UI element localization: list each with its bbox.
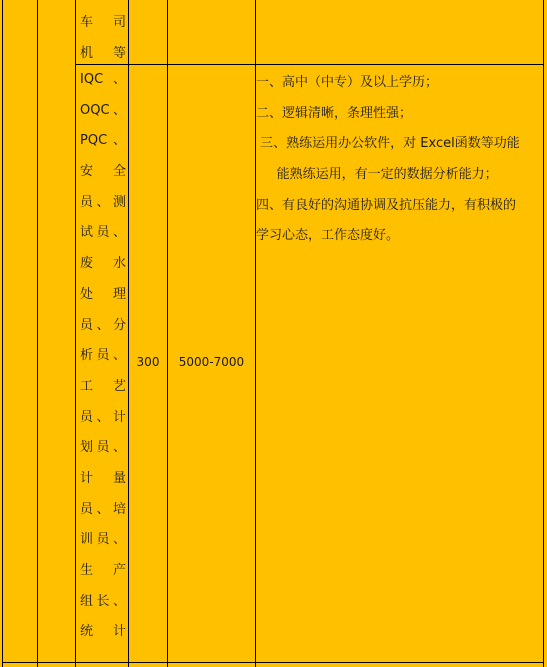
job-title-line: 废 水: [80, 256, 126, 272]
table-border-bottom: [2, 662, 544, 663]
requirement-line: 一、高中（中专）及以上学历；: [256, 75, 439, 90]
job-title-cell: [80, 65, 126, 648]
job-title-line: 划员、: [80, 440, 126, 456]
job-title-line: 处 理: [80, 286, 126, 302]
job-title-line: PQC、: [80, 133, 126, 149]
job-title-line: 工 艺: [80, 378, 126, 394]
column-divider: [167, 0, 168, 667]
job-title-line: 机 等: [80, 45, 126, 61]
table-border-left: [2, 0, 3, 667]
job-title-line: 试员、: [80, 225, 126, 241]
column-divider: [37, 0, 38, 667]
requirement-line: 三、熟练运用办公软件，对 Excel函数等功能: [256, 136, 520, 152]
salary-cell: 5000-7000: [178, 355, 245, 369]
job-title-line: 员、分: [80, 317, 126, 333]
column-divider: [75, 0, 76, 667]
job-title-line: OQC、: [80, 102, 126, 118]
requirement-line: 二、逻辑清晰，条理性强；: [256, 105, 413, 121]
requirements-cell: [256, 68, 542, 252]
job-title-line: 员、培: [80, 501, 126, 517]
job-title-line: 车 司: [80, 15, 126, 30]
job-title-line: 组长、: [80, 593, 126, 609]
job-title-line: IQC 、: [80, 72, 126, 87]
job-title-line: 训员、: [80, 532, 126, 548]
job-title-line: 安 全: [80, 164, 126, 180]
job-title-line: 生 产: [80, 563, 126, 578]
job-title-line: 统 计: [80, 624, 126, 640]
table-border-right: [543, 0, 544, 667]
job-title-line: 员、计: [80, 409, 126, 425]
row-divider: [75, 64, 544, 65]
headcount-cell: 300: [136, 355, 160, 369]
job-title-cell-top: [80, 8, 126, 69]
requirement-line: 学习心态，工作态度好。: [256, 228, 400, 244]
column-divider: [128, 0, 129, 667]
job-title-line: 析员、: [80, 348, 126, 364]
job-title-line: 计 量: [80, 470, 126, 486]
requirement-line: 能熟练运用，有一定的数据分析能力；: [256, 167, 498, 183]
job-title-line: 员、测: [80, 194, 126, 210]
requirement-line: 四、有良好的沟通协调及抗压能力，有积极的: [256, 197, 517, 213]
